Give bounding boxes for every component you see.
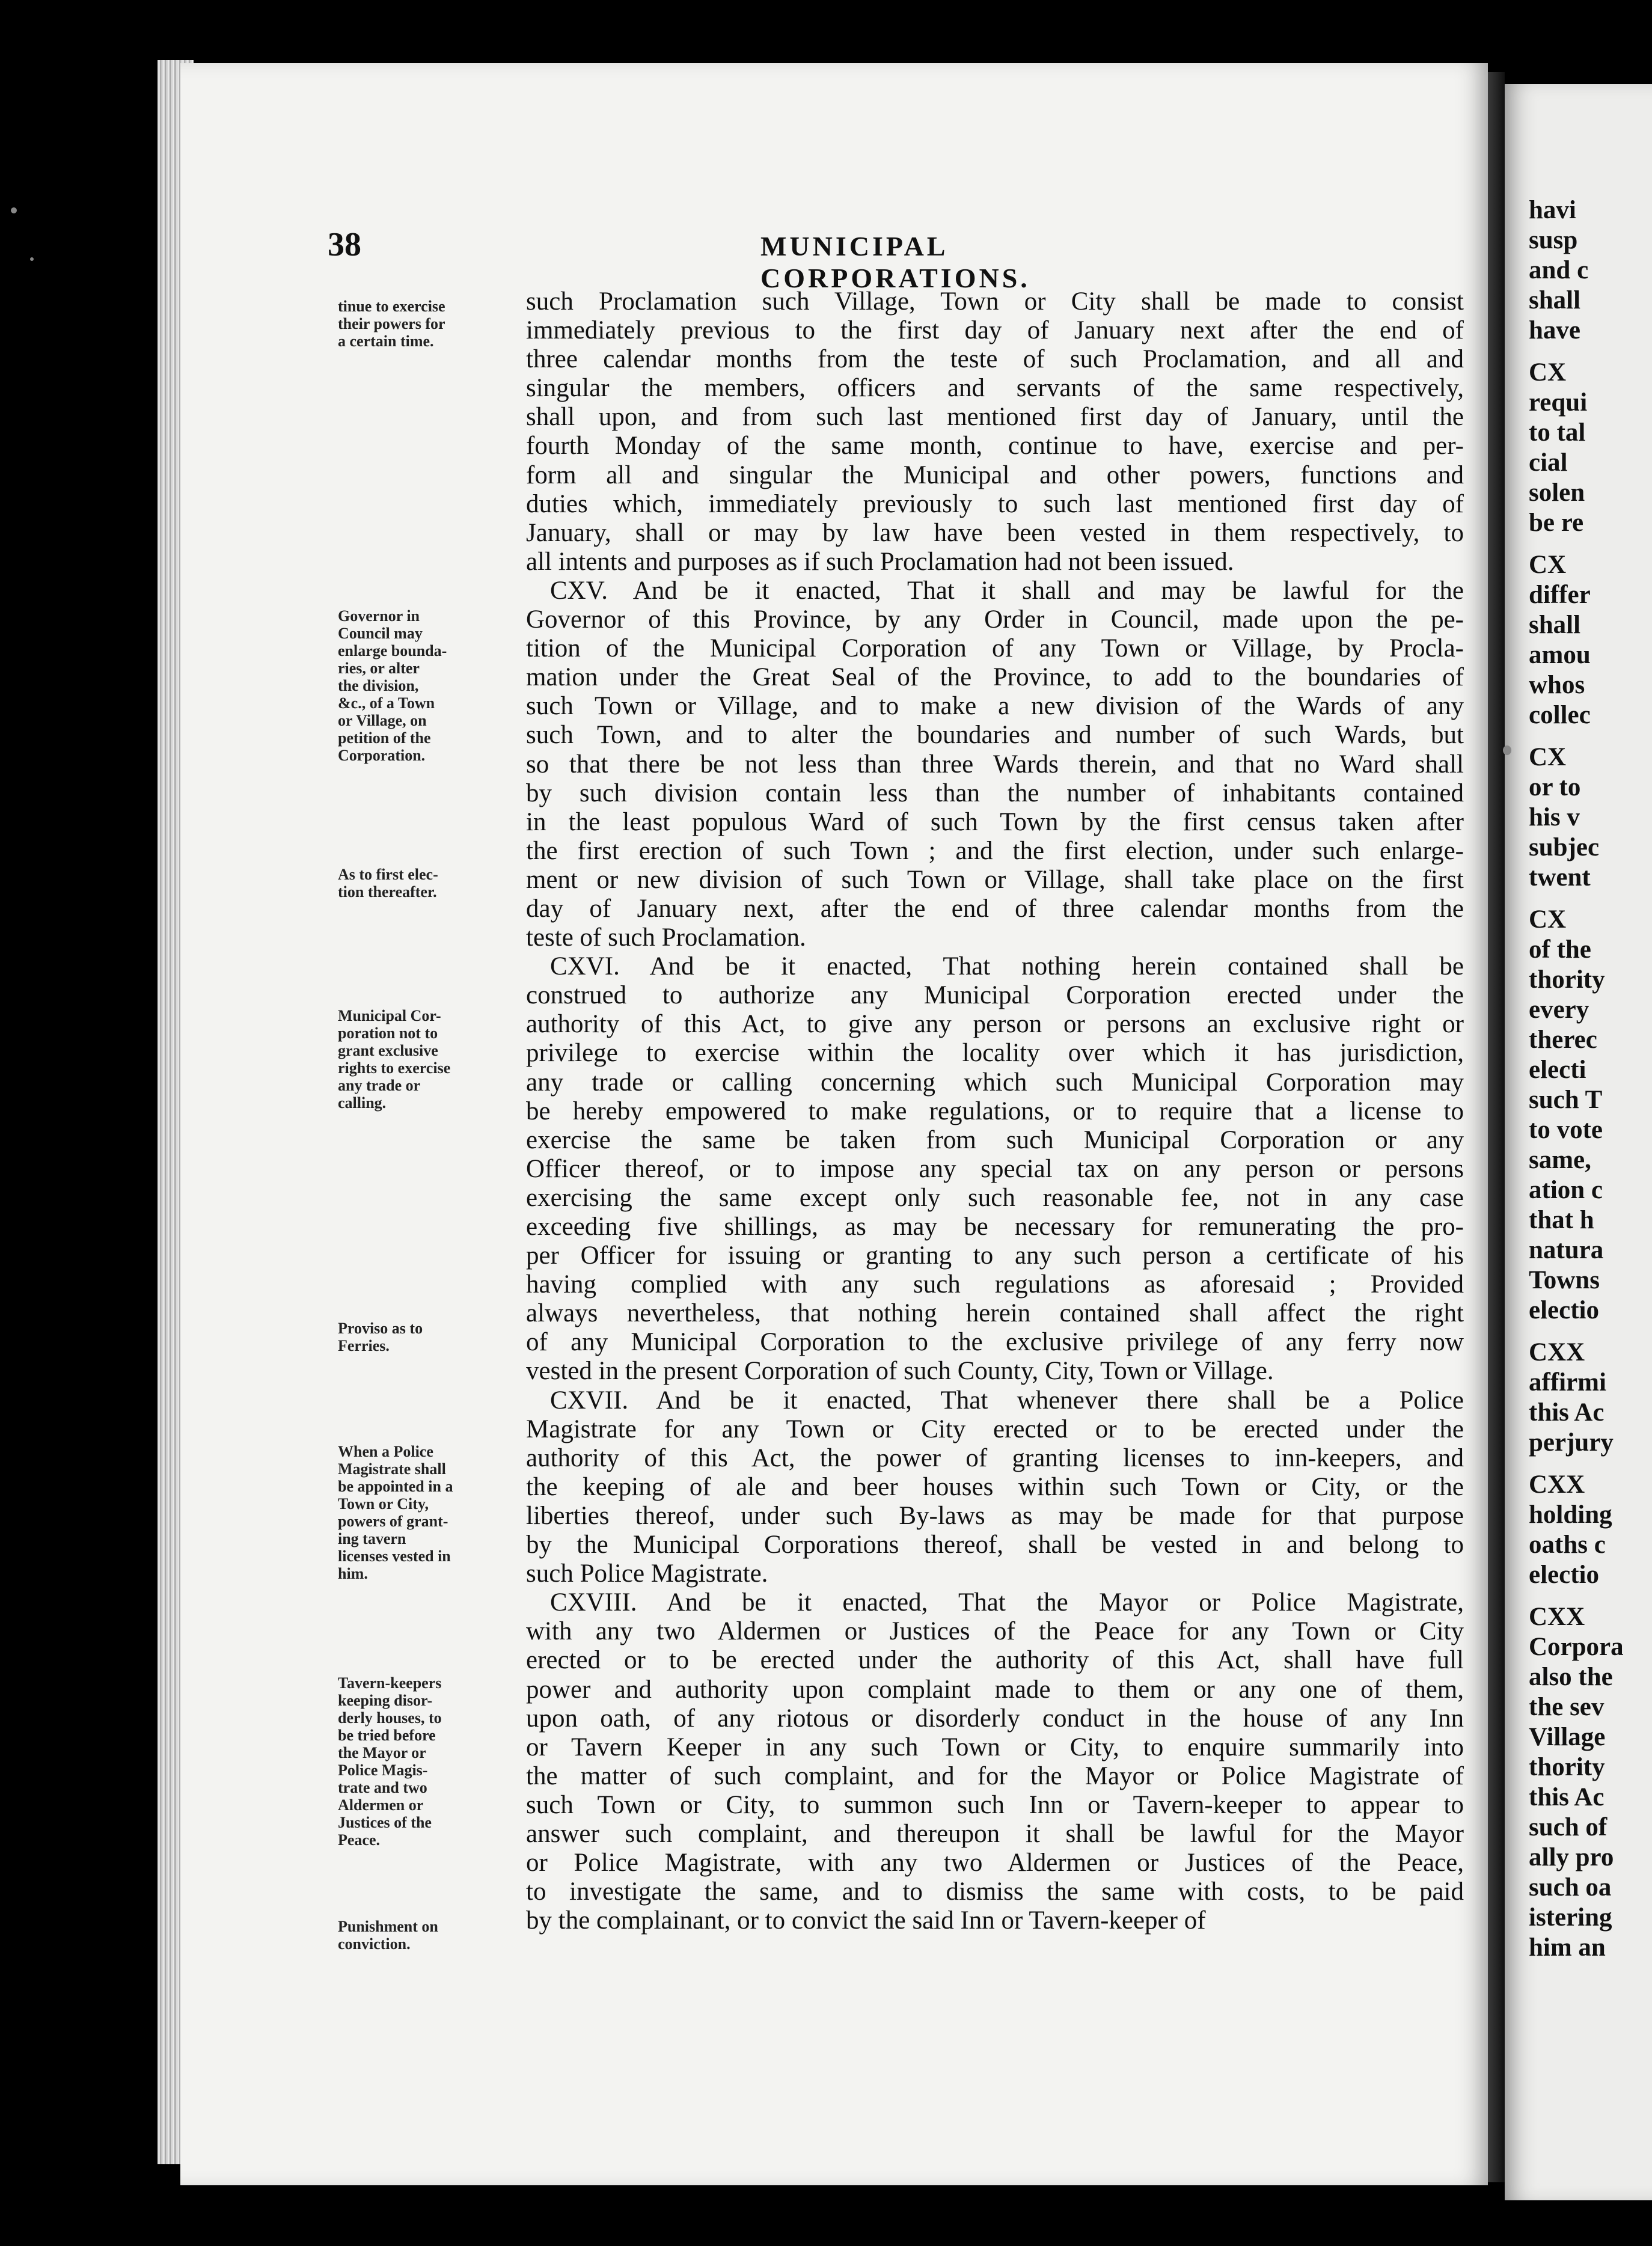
margin-note-line: tion thereafter. (338, 883, 437, 901)
body-line: Magistrate for any Town or City erected or to be erected under the (526, 1415, 1464, 1443)
facing-page-fragment: CX (1529, 743, 1567, 771)
facing-page-fragment: amou (1529, 641, 1591, 669)
facing-page-fragment: holding (1529, 1501, 1612, 1529)
dust-speck (30, 257, 34, 261)
dust-speck (11, 207, 17, 213)
facing-page-fragment: susp (1529, 226, 1578, 254)
margin-note-line: keeping disor- (338, 1692, 433, 1709)
facing-page-fragment: thority (1529, 965, 1605, 994)
margin-note-line: Justices of the (338, 1814, 432, 1831)
body-line: construed to authorize any Municipal Corporation erected under the (526, 981, 1464, 1010)
facing-page-fragment: Corpora (1529, 1633, 1624, 1661)
body-line: immediately previous to the first day of January next after the end of (526, 316, 1464, 345)
margin-note-line: Town or City, (338, 1495, 429, 1513)
facing-page-fragment: Village (1529, 1723, 1606, 1751)
facing-page-fragment: istering (1529, 1903, 1612, 1932)
body-line: privilege to exercise within the locality over which it has jurisdiction, (526, 1039, 1464, 1068)
facing-page-fragment: such of (1529, 1813, 1608, 1841)
facing-page-fragment: or to (1529, 773, 1581, 801)
body-line: the keeping of ale and beer houses within such Town or City, or the (526, 1472, 1464, 1501)
body-line: per Officer for issuing or granting to any such person a certificate of his (526, 1241, 1464, 1270)
body-line: January, shall or may by law have been vested in them respectively, to (526, 518, 1464, 547)
margin-note-line: Magistrate shall (338, 1460, 446, 1478)
margin-note (338, 607, 518, 764)
body-line: with any two Aldermen or Justices of the Peace for any Town or City (526, 1617, 1464, 1646)
margin-note (338, 298, 518, 350)
margin-note-line: petition of the (338, 729, 431, 747)
margin-note (338, 1007, 518, 1112)
facing-page-fragment: CXX (1529, 1603, 1585, 1631)
body-line: vested in the present Corporation of such County, City, Town or Village. (526, 1357, 1274, 1386)
margin-note-line: As to first elec- (338, 866, 438, 883)
margin-note-line: him. (338, 1565, 368, 1582)
facing-page-fragment: have (1529, 316, 1580, 344)
body-line: to investigate the same, and to dismiss the same with costs, to be paid (526, 1877, 1464, 1906)
margin-note (338, 1674, 518, 1849)
facing-page-fragment: this Ac (1529, 1398, 1605, 1427)
body-line: so that there be not less than three Wards therein, and that no Ward shall (526, 750, 1464, 779)
body-line: the first erection of such Town ; and the first election, under such enlarge- (526, 836, 1464, 865)
margin-note-line: the division, (338, 677, 419, 694)
body-line: Officer thereof, or to impose any special tax on any person or persons (526, 1154, 1464, 1183)
body-line: be hereby empowered to make regulations, or to require that a license to (526, 1097, 1464, 1125)
body-line: answer such complaint, and thereupon it shall be lawful for the Mayor (526, 1819, 1464, 1848)
body-line: such Proclamation such Village, Town or City shall be made to consist (526, 287, 1464, 316)
facing-page-fragment: CXX (1529, 1338, 1585, 1366)
facing-page-fragment: ation c (1529, 1176, 1603, 1204)
facing-page-fragment: such T (1529, 1086, 1603, 1114)
facing-page-fragment: requi (1529, 388, 1588, 417)
facing-page (1505, 84, 1652, 2200)
facing-page-fragment: every (1529, 996, 1589, 1024)
facing-page-fragment: shall (1529, 286, 1581, 314)
margin-note-line: Council may (338, 625, 423, 642)
margin-note-line: derly houses, to (338, 1709, 442, 1727)
body-line: Governor of this Province, by any Order in Council, made upon the pe- (526, 605, 1464, 634)
body-line: such Town or Village, and to make a new division of the Wards of any (526, 692, 1464, 721)
facing-page-fragment: therec (1529, 1026, 1597, 1054)
margin-note-line: Proviso as to (338, 1320, 423, 1337)
facing-page-fragment: differ (1529, 581, 1591, 609)
margin-note-line: or Village, on (338, 712, 427, 729)
body-line: CXVII. And be it enacted, That whenever there shall be a Police (550, 1386, 1464, 1415)
facing-page-fragment: him an (1529, 1933, 1606, 1962)
facing-page-fragment: shall (1529, 611, 1581, 639)
page-header-title: MUNICIPAL CORPORATIONS. (760, 231, 1030, 293)
body-line: by the complainant, or to convict the said Inn or Tavern-keeper of (526, 1906, 1206, 1935)
facing-page-fragment: his v (1529, 803, 1580, 831)
body-line: such Police Magistrate. (526, 1559, 768, 1588)
margin-note (338, 1320, 518, 1354)
body-line: by the Municipal Corporations thereof, shall be vested in and belong to (526, 1531, 1464, 1559)
facing-page-fragment: that h (1529, 1206, 1594, 1234)
facing-page-fragment: of the (1529, 935, 1591, 964)
margin-note-line: Corporation. (338, 747, 426, 764)
body-line: singular the members, officers and servants of the same respectively, (526, 374, 1464, 403)
running-head (328, 225, 1217, 293)
margin-note-line: Punishment on (338, 1918, 438, 1935)
body-line: having complied with any such regulations as aforesaid ; Provided (526, 1270, 1464, 1299)
body-line: exercise the same be taken from such Municipal Corporation or any (526, 1125, 1464, 1154)
facing-page-fragment: solen (1529, 479, 1585, 507)
body-line: all intents and purposes as if such Proclamation had not been issued. (526, 547, 1234, 576)
body-line: of any Municipal Corporation to the exclusive privilege of any ferry now (526, 1328, 1464, 1357)
body-line: liberties thereof, under such By-laws as may be made for that purpose (526, 1501, 1464, 1530)
margin-note-line: poration not to (338, 1024, 438, 1042)
margin-note-line: &c., of a Town (338, 694, 435, 712)
margin-note-line: tinue to exercise (338, 298, 445, 315)
body-line: form all and singular the Municipal and other powers, functions and (526, 461, 1464, 489)
margin-note-line: grant exclusive (338, 1042, 438, 1059)
facing-page-fragment: electi (1529, 1056, 1586, 1084)
body-line: authority of this Act, the power of granting licenses to inn-keepers, and (526, 1443, 1464, 1472)
page-number: 38 (328, 226, 361, 263)
margin-note-line: rights to exercise (338, 1059, 451, 1077)
margin-note-line: powers of grant- (338, 1513, 448, 1530)
body-line: fourth Monday of the same month, continue to have, exercise and per- (526, 432, 1464, 461)
body-line: erected or to be erected under the authority of this Act, shall have full (526, 1646, 1464, 1675)
body-line: such Town, and to alter the boundaries and number of such Wards, but (526, 721, 1464, 750)
facing-page-fragment: cial (1529, 448, 1568, 477)
margin-note-line: Ferries. (338, 1337, 390, 1354)
margin-note (338, 1918, 518, 1953)
body-line: power and authority upon complaint made to them or any one of them, (526, 1675, 1464, 1704)
body-line: three calendar months from the teste of such Proclamation, and all and (526, 345, 1464, 374)
facing-page-fragment: to tal (1529, 418, 1586, 447)
facing-page-fragment: CX (1529, 358, 1567, 387)
margin-note-line: the Mayor or (338, 1744, 426, 1761)
facing-page-fragment: CX (1529, 551, 1567, 579)
facing-page-fragment: Towns (1529, 1266, 1600, 1294)
margin-note (338, 1443, 518, 1582)
facing-page-fragment: natura (1529, 1236, 1604, 1264)
margin-note-line: conviction. (338, 1935, 411, 1953)
margin-note-line: Peace. (338, 1831, 381, 1849)
facing-page-fragment: same, (1529, 1146, 1591, 1174)
body-line: or Tavern Keeper in any such Town or City, to enquire summarily into (526, 1733, 1464, 1761)
facing-page-fragment: oaths c (1529, 1531, 1606, 1559)
body-line: teste of such Proclamation. (526, 923, 806, 952)
body-line: day of January next, after the end of three calendar months from the (526, 894, 1464, 923)
facing-page-fragment: and c (1529, 256, 1589, 284)
facing-page-fragment: CXX (1529, 1470, 1585, 1499)
facing-page-fragment: ally pro (1529, 1843, 1614, 1871)
facing-page-fragment: CX (1529, 905, 1567, 934)
facing-page-fragment: thority (1529, 1753, 1605, 1781)
margin-note-line: Governor in (338, 607, 420, 625)
facing-page-fragment: havi (1529, 196, 1576, 224)
body-line: shall upon, and from such last mentioned first day of January, until the (526, 403, 1464, 432)
dust-speck (1503, 745, 1511, 755)
body-line: the matter of such complaint, and for the Mayor or Police Magistrate of (526, 1761, 1464, 1790)
body-line: always nevertheless, that nothing herein contained shall affect the right (526, 1299, 1464, 1328)
facing-page-fragment: this Ac (1529, 1783, 1605, 1811)
body-line: tition of the Municipal Corporation of any Town or Village, by Procla- (526, 634, 1464, 663)
margin-note-line: be tried before (338, 1727, 436, 1744)
body-line: in the least populous Ward of such Town by the first census taken after (526, 807, 1464, 836)
margin-note (338, 866, 518, 901)
body-line: any trade or calling concerning which such Municipal Corporation may (526, 1068, 1464, 1097)
facing-page-fragment: whos (1529, 671, 1585, 699)
margin-note-line: their powers for (338, 315, 445, 332)
facing-page-fragment: electio (1529, 1296, 1599, 1324)
facing-page-fragment: perjury (1529, 1428, 1614, 1457)
body-line: CXVIII. And be it enacted, That the Mayor or Police Magistrate, (550, 1588, 1464, 1617)
margin-note-line: a certain time. (338, 332, 434, 350)
margin-note-line: be appointed in a (338, 1478, 453, 1495)
body-line: ment or new division of such Town or Village, shall take place on the first (526, 865, 1464, 894)
margin-note-line: Tavern-keepers (338, 1674, 442, 1692)
body-line: CXVI. And be it enacted, That nothing herein contained shall be (550, 952, 1464, 981)
margin-note-line: calling. (338, 1094, 387, 1112)
margin-note-line: enlarge bounda- (338, 642, 447, 659)
margin-note-line: trate and two (338, 1779, 427, 1796)
margin-note-line: ing tavern (338, 1530, 406, 1547)
facing-page-fragment: to vote (1529, 1116, 1603, 1144)
body-line: mation under the Great Seal of the Province, to add to the boundaries of (526, 663, 1464, 692)
facing-page-fragment: such oa (1529, 1873, 1612, 1902)
body-line: by such division contain less than the number of inhabitants contained (526, 779, 1464, 807)
margin-note-line: When a Police (338, 1443, 433, 1460)
body-line: exercising the same except only such reasonable fee, not in any case (526, 1183, 1464, 1212)
body-line: exceeding five shillings, as may be necessary for remunerating the pro- (526, 1213, 1464, 1241)
facing-page-fragment: the sev (1529, 1693, 1605, 1721)
margin-note-line: licenses vested in (338, 1547, 451, 1565)
margin-note-line: Aldermen or (338, 1796, 424, 1814)
facing-page-fragment: subjec (1529, 833, 1600, 861)
body-line: duties which, immediately previously to such last mentioned first day of (526, 489, 1464, 518)
margin-note-line: Municipal Cor- (338, 1007, 441, 1024)
body-line: upon oath, of any riotous or disorderly conduct in the house of any Inn (526, 1704, 1464, 1733)
facing-page-fragment: collec (1529, 701, 1591, 729)
body-line: authority of this Act, to give any person or persons an exclusive right or (526, 1010, 1464, 1039)
body-line: CXV. And be it enacted, That it shall and may be lawful for the (550, 576, 1464, 605)
body-text (526, 287, 1464, 1935)
facing-page-fragment: affirmi (1529, 1368, 1606, 1397)
facing-page-fragment: electio (1529, 1561, 1599, 1589)
facing-page-fragment: twent (1529, 863, 1591, 892)
facing-page-fragment: also the (1529, 1663, 1613, 1691)
body-line: such Town or City, to summon such Inn or Tavern-keeper to appear to (526, 1790, 1464, 1819)
margin-note-line: any trade or (338, 1077, 421, 1094)
margin-note-line: Police Magis- (338, 1761, 428, 1779)
margin-note-line: ries, or alter (338, 659, 420, 677)
body-line: or Police Magistrate, with any two Aldermen or Justices of the Peace, (526, 1849, 1464, 1877)
book-spine (1488, 72, 1505, 2182)
facing-page-fragment: be re (1529, 509, 1584, 537)
